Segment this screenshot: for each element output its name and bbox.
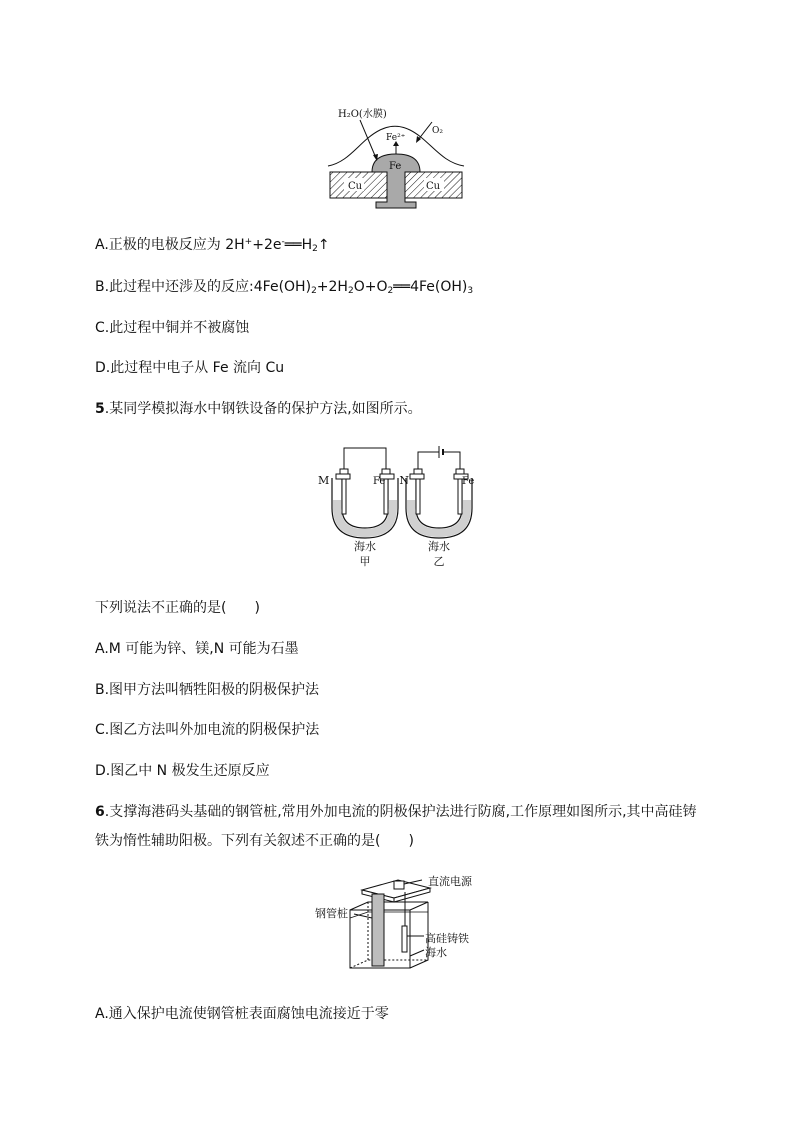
label-jia: 甲 <box>359 555 371 568</box>
label-n: N <box>399 474 409 487</box>
label-cu-left: Cu <box>348 181 363 192</box>
high-si-cast-iron <box>402 926 407 952</box>
q6-stem-line1: 6.支撑海港码头基础的钢管桩,常用外加电流的阴极保护法进行防腐,工作原理如图所示,其中高硅铸 <box>95 804 697 820</box>
label-cu-right: Cu <box>426 181 441 192</box>
q5-option-d: D.图乙中 N 极发生还原反应 <box>95 763 270 779</box>
label-seawater: 海水 <box>425 946 447 959</box>
label-seawater-yi: 海水 <box>428 540 450 553</box>
q5-option-a: A.M 可能为锌、镁,N 可能为石墨 <box>95 641 299 657</box>
q4-option-c: C.此过程中铜并不被腐蚀 <box>95 320 250 336</box>
q6-option-a: A.通入保护电流使钢管桩表面腐蚀电流接近于零 <box>95 1006 389 1022</box>
label-high-si-cast-iron: 高硅铸铁 <box>425 932 469 945</box>
figure-u-tubes <box>316 438 486 568</box>
label-fe2plus: Fe²⁺ <box>386 133 406 143</box>
q4-option-b: B.此过程中还涉及的反应$:4Fe(OH)_2+2H_2O+O_2══4Fe(OH)_3$ <box>95 279 474 296</box>
q5-option-c: C.图乙方法叫外加电流的阴极保护法 <box>95 722 320 738</box>
q4-option-a: A.正极的电极反应为 $2H^++2e^-══H_2↑$ <box>95 237 330 254</box>
label-steel-pile: 钢管桩 <box>315 907 348 920</box>
q6-stem-line2: 铁为惰性辅助阳极。下列有关叙述不正确的是( ) <box>95 833 414 849</box>
label-o2: O₂ <box>432 126 443 136</box>
power-source <box>394 881 404 889</box>
u-tube-jia <box>332 469 398 538</box>
q5-stem: 5.某同学模拟海水中钢铁设备的保护方法,如图所示。 <box>95 401 422 417</box>
label-fe-yi: Fe <box>462 476 475 487</box>
q4-option-d: D.此过程中电子从 Fe 流向 Cu <box>95 360 285 376</box>
label-seawater-jia: 海水 <box>354 540 376 553</box>
label-m: M <box>318 474 330 487</box>
steel-pile <box>372 894 384 966</box>
q5-option-b: B.图甲方法叫牺牲阳极的阴极保护法 <box>95 682 320 698</box>
figure-fe-cu-corrosion <box>320 100 470 210</box>
q5-prompt: 下列说法不正确的是( ) <box>95 600 260 616</box>
label-dc-power: 直流电源 <box>428 875 472 888</box>
label-yi: 乙 <box>433 555 445 568</box>
label-water-film: H₂O(水膜) <box>338 109 387 120</box>
label-fe-jia: Fe <box>373 476 386 487</box>
label-fe: Fe <box>389 161 402 172</box>
figure-steel-pile <box>310 870 490 975</box>
